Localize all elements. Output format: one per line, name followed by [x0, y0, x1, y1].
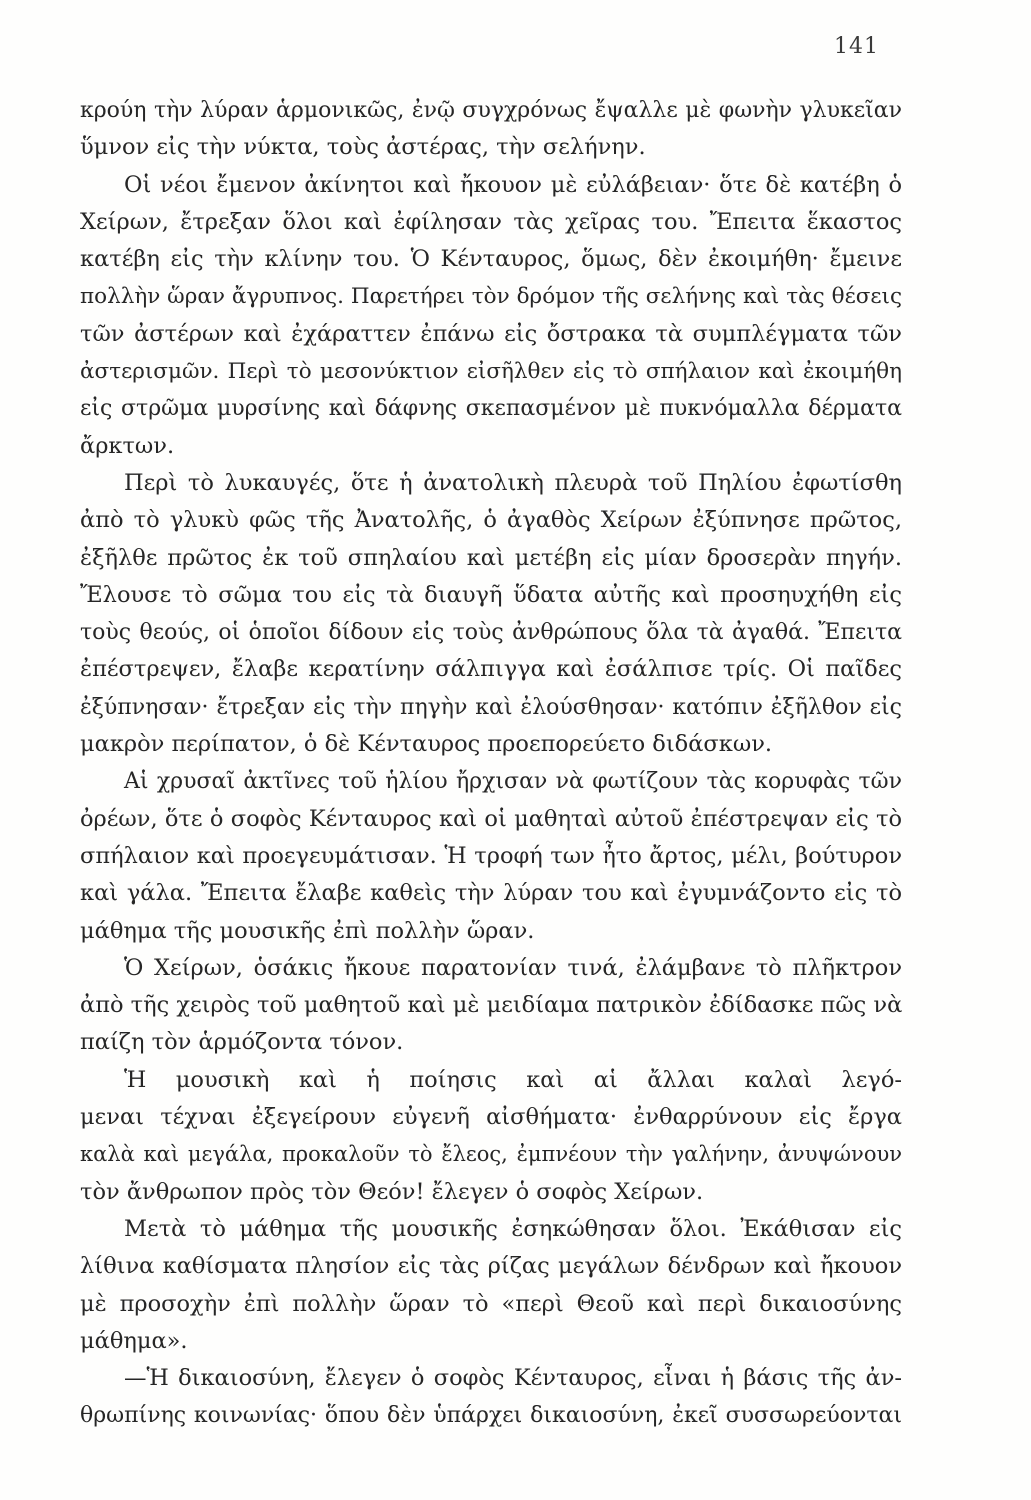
text-line: τὸν ἄνθρωπον πρὸς τὸν Θεόν! ἔλεγεν ὁ σοφὸς Χείρων. [80, 1178, 704, 1205]
text-line: κατέβη εἰς τὴν κλίνην του. Ὁ Κένταυρος, ὅμως, δὲν ἐκοιμήθη· ἔμεινε [80, 246, 902, 273]
text-line: —Ἡ δικαιοσύνη, ἔλεγεν ὁ σοφὸς Κένταυρος, εἶναι ἡ βάσις τῆς ἀν- [124, 1365, 902, 1392]
text-line: μεναι τέχναι ἐξεγείρουν εὐγενῆ αἰσθήματα· ἐνθαρρύνουν εἰς ἔργα [80, 1104, 902, 1131]
text-line: μὲ προσοχὴν ἐπὶ πολλὴν ὥραν τὸ «περὶ Θεοῦ καὶ περὶ δικαιοσύνης [80, 1290, 902, 1317]
text-line: Ὁ Χείρων, ὁσάκις ἤκουε παρατονίαν τινά, ἐλάμβανε τὸ πλῆκτρον [124, 954, 902, 981]
text-line: Περὶ τὸ λυκαυγές, ὅτε ἡ ἀνατολικὴ πλευρὰ τοῦ Πηλίου ἐφωτίσθη [124, 469, 902, 496]
text-line: λίθινα καθίσματα πλησίον εἰς τὰς ρίζας μεγάλων δένδρων καὶ ἤκουον [80, 1253, 902, 1280]
text-line: ἐπέστρεψεν, ἔλαβε κερατίνην σάλπιγγα καὶ ἐσάλπισε τρίς. Οἱ παῖδες [80, 656, 902, 683]
text-line: τῶν ἀστέρων καὶ ἐχάραττεν ἐπάνω εἰς ὄστρακα τὰ συμπλέγματα τῶν [80, 320, 902, 347]
text-line: ἐξῆλθε πρῶτος ἐκ τοῦ σπηλαίου καὶ μετέβη εἰς μίαν δροσερὰν πηγήν. [80, 544, 902, 571]
text-line: Χείρων, ἔτρεξαν ὅλοι καὶ ἐφίλησαν τὰς χεῖρας του. Ἔπειτα ἕκαστος [80, 208, 902, 235]
text-line: Οἱ νέοι ἔμενον ἀκίνητοι καὶ ἤκουον μὲ εὐλάβειαν· ὅτε δὲ κατέβη ὁ [124, 171, 902, 198]
text-line: θρωπίνης κοινωνίας· ὅπου δὲν ὑπάρχει δικαιοσύνη, ἐκεῖ συσσωρεύονται [80, 1403, 902, 1429]
text-line: ὕμνον εἰς τὴν νύκτα, τοὺς ἀστέρας, τὴν σελήνην. [80, 134, 646, 161]
text-line: ἀπὸ τὸ γλυκὺ φῶς τῆς Ἀνατολῆς, ὁ ἀγαθὸς Χείρων ἐξύπνησε πρῶτος, [80, 507, 902, 534]
text-line: σπήλαιον καὶ προεγευμάτισαν. Ἡ τροφή των ἦτο ἄρτος, μέλι, βούτυρον [80, 842, 902, 869]
text-line: ἐξύπνησαν· ἔτρεξαν εἰς τὴν πηγὴν καὶ ἐλούσθησαν· κατόπιν ἐξῆλθον εἰς [80, 694, 902, 720]
text-line: ἀστερισμῶν. Περὶ τὸ μεσονύκτιον εἰσῆλθεν εἰς τὸ σπήλαιον καὶ ἐκοιμήθη [80, 359, 902, 385]
text-line: καλὰ καὶ μεγάλα, προκαλοῦν τὸ ἔλεος, ἐμπνέουν τὴν γαλήνην, ἀνυψώνουν [80, 1142, 902, 1167]
text-line: καὶ γάλα. Ἔπειτα ἔλαβε καθεὶς τὴν λύραν του καὶ ἐγυμνάζοντο εἰς τὸ [80, 880, 902, 907]
text-line: μάθημα τῆς μουσικῆς ἐπὶ πολλὴν ὥραν. [80, 917, 535, 944]
text-line: πολλὴν ὥραν ἄγρυπνος. Παρετήρει τὸν δρόμον τῆς σελήνης καὶ τὰς θέσεις [80, 284, 902, 310]
text-line: ἄρκτων. [80, 432, 175, 459]
text-line: Αἱ χρυσαῖ ἀκτῖνες τοῦ ἡλίου ἤρχισαν νὰ φωτίζουν τὰς κορυφὰς τῶν [124, 769, 902, 795]
text-line: Ἡ μουσικὴ καὶ ἡ ποίησις καὶ αἱ ἄλλαι καλαὶ λεγό- [124, 1066, 902, 1093]
text-line: Ἔλουσε τὸ σῶμα του εἰς τὰ διαυγῆ ὕδατα αὐτῆς καὶ προσηυχήθη εἰς [80, 581, 902, 608]
text-line: τοὺς θεούς, οἱ ὁποῖοι δίδουν εἰς τοὺς ἀνθρώπους ὅλα τὰ ἀγαθά. Ἔπειτα [80, 620, 902, 646]
text-line: Μετὰ τὸ μάθημα τῆς μουσικῆς ἐσηκώθησαν ὅλοι. Ἐκάθισαν εἰς [124, 1215, 902, 1242]
text-line: παίζη τὸν ἁρμόζοντα τόνον. [80, 1029, 404, 1056]
text-line: ὀρέων, ὅτε ὁ σοφὸς Κένταυρος καὶ οἱ μαθηταὶ αὐτοῦ ἐπέστρεψαν εἰς τὸ [80, 805, 902, 832]
body-text [80, 92, 902, 1435]
text-line: εἰς στρῶμα μυρσίνης καὶ δάφνης σκεπασμένον μὲ πυκνόμαλλα δέρματα [80, 396, 902, 422]
text-line: μακρὸν περίπατον, ὁ δὲ Κένταυρος προεπορεύετο διδάσκων. [80, 731, 773, 758]
page-number: 141 [834, 34, 879, 59]
text-line: ἀπὸ τῆς χειρὸς τοῦ μαθητοῦ καὶ μὲ μειδίαμα πατρικὸν ἐδίδασκε πῶς νὰ [80, 992, 902, 1019]
text-line: μάθημα». [80, 1327, 188, 1354]
text-line: κρούη τὴν λύραν ἁρμονικῶς, ἐνῷ συγχρόνως ἔψαλλε μὲ φωνὴν γλυκεῖαν [80, 98, 902, 123]
